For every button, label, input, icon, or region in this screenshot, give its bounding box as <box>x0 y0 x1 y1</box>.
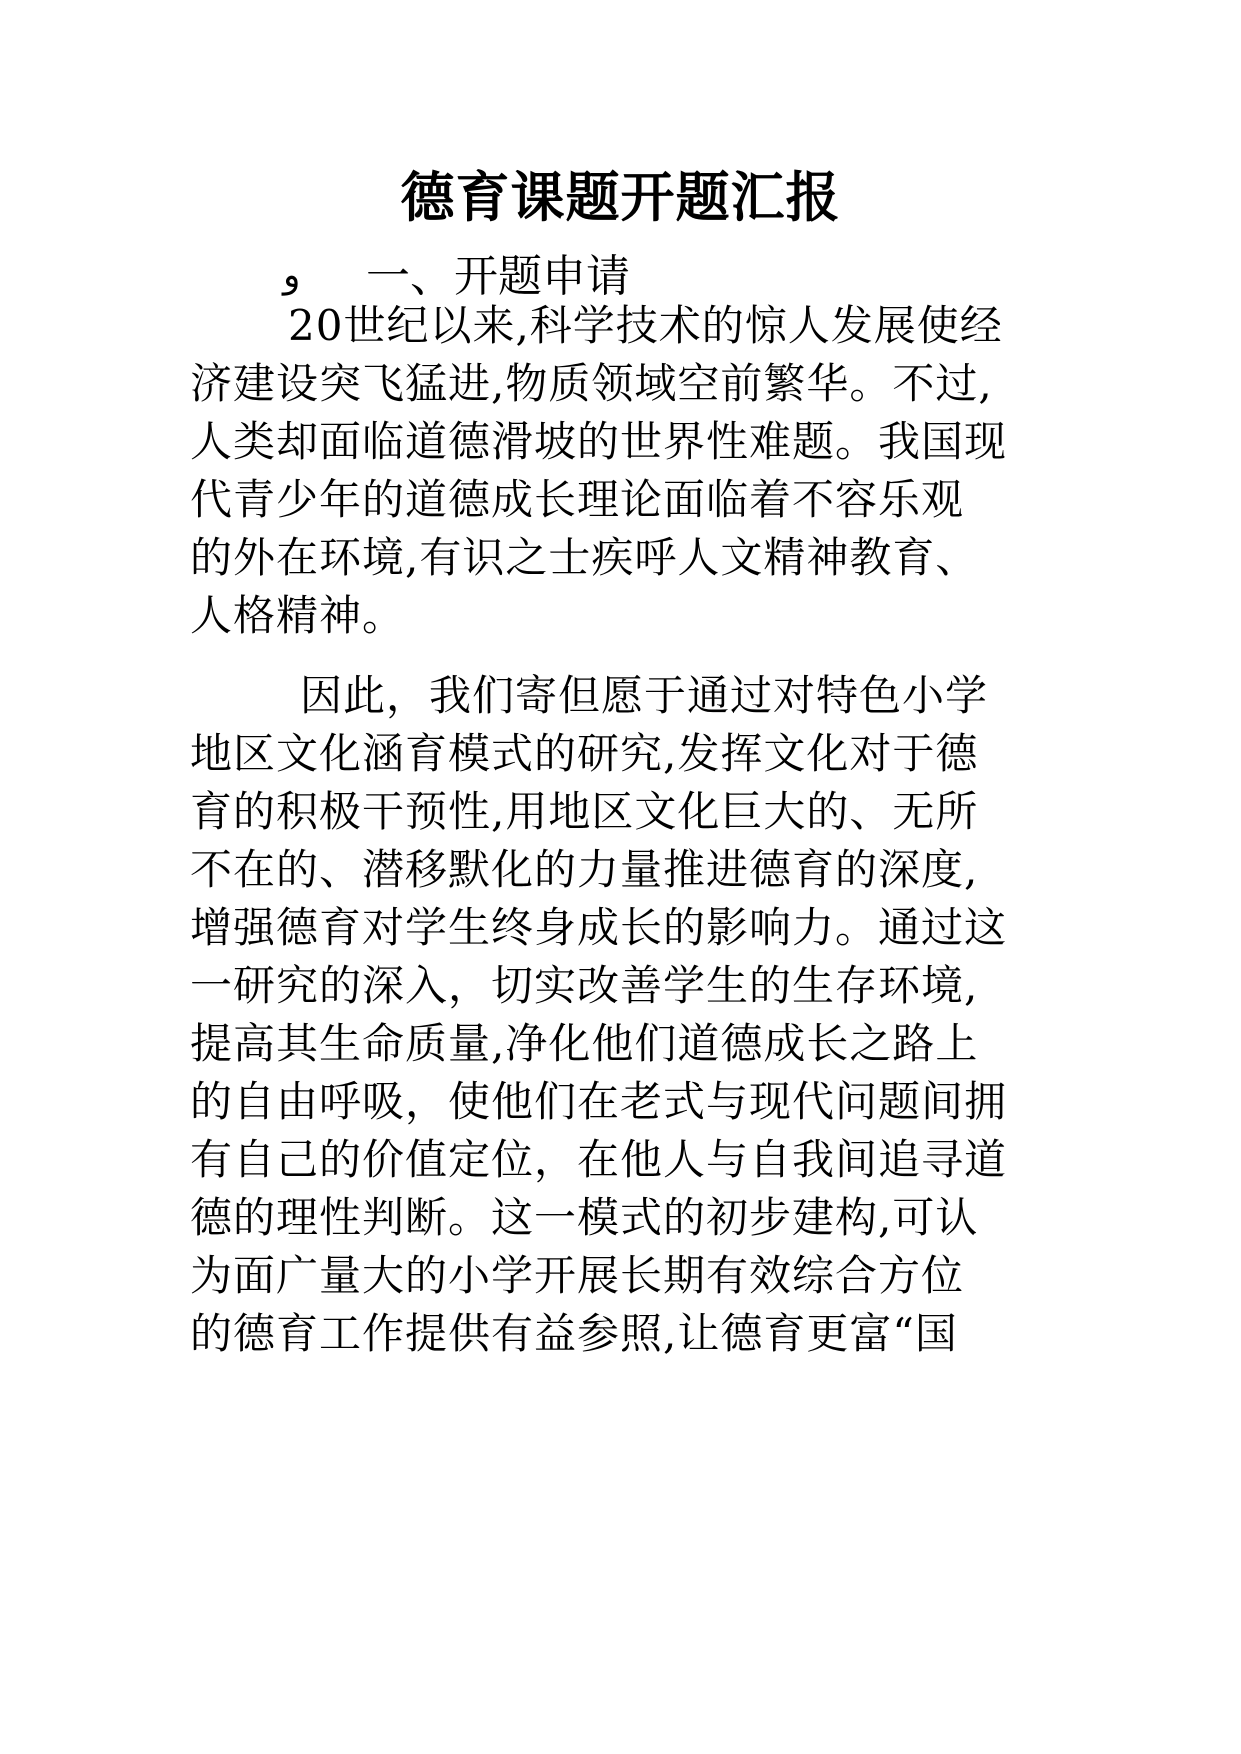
paragraph-2-line-6: 一研究的深入，切实改善学生的生存环境, <box>190 961 979 1010</box>
paragraph-1-line-6: 人格精神。 <box>190 591 406 640</box>
section-heading: 一、开题申请 <box>366 251 630 302</box>
paragraph-2-line-3: 育的积极干预性,用地区文化巨大的、无所 <box>190 787 979 836</box>
paragraph-2-line-8: 的自由呼吸，使他们在老式与现代问题间拥 <box>190 1077 1008 1126</box>
paragraph-2-line-2: 地区文化涵育模式的研究,发挥文化对于德 <box>190 729 979 778</box>
paragraph-2-line-5: 增强德育对学生终身成长的影响力。通过这 <box>190 903 1008 952</box>
paragraph-1-line-5: 的外在环境,有识之士疾呼人文精神教育、 <box>190 533 979 582</box>
paragraph-2-line-11: 为面广量大的小学开展长期有效综合方位 <box>190 1251 965 1300</box>
paragraph-1-line-1: 20世纪以来,科学技术的惊人发展使经 <box>288 301 1003 350</box>
paragraph-2-line-9: 有自己的价值定位，在他人与自我间追寻道 <box>190 1135 1008 1184</box>
paragraph-2-line-1: 因此，我们寄但愿于通过对特色小学 <box>300 671 989 720</box>
paragraph-1-line-2: 济建设突飞猛进,物质领域空前繁华。不过, <box>190 359 993 408</box>
paragraph-2-line-10: 德的理性判断。这一模式的初步建构,可认 <box>190 1193 979 1242</box>
paragraph-2-line-4: 不在的、潜移默化的力量推进德育的深度, <box>190 845 979 894</box>
document-title: 德育课题开题汇报 <box>400 166 841 229</box>
heading-marker: و <box>283 255 301 296</box>
paragraph-1-line-3: 人类却面临道德滑坡的世界性难题。我国现 <box>190 417 1008 466</box>
paragraph-2-line-7: 提高其生命质量,净化他们道德成长之路上 <box>190 1019 979 1068</box>
paragraph-2-line-12: 的德育工作提供有益参照,让德育更富“国 <box>190 1309 958 1358</box>
paragraph-1-line-4: 代青少年的道德成长理论面临着不容乐观 <box>190 475 965 524</box>
